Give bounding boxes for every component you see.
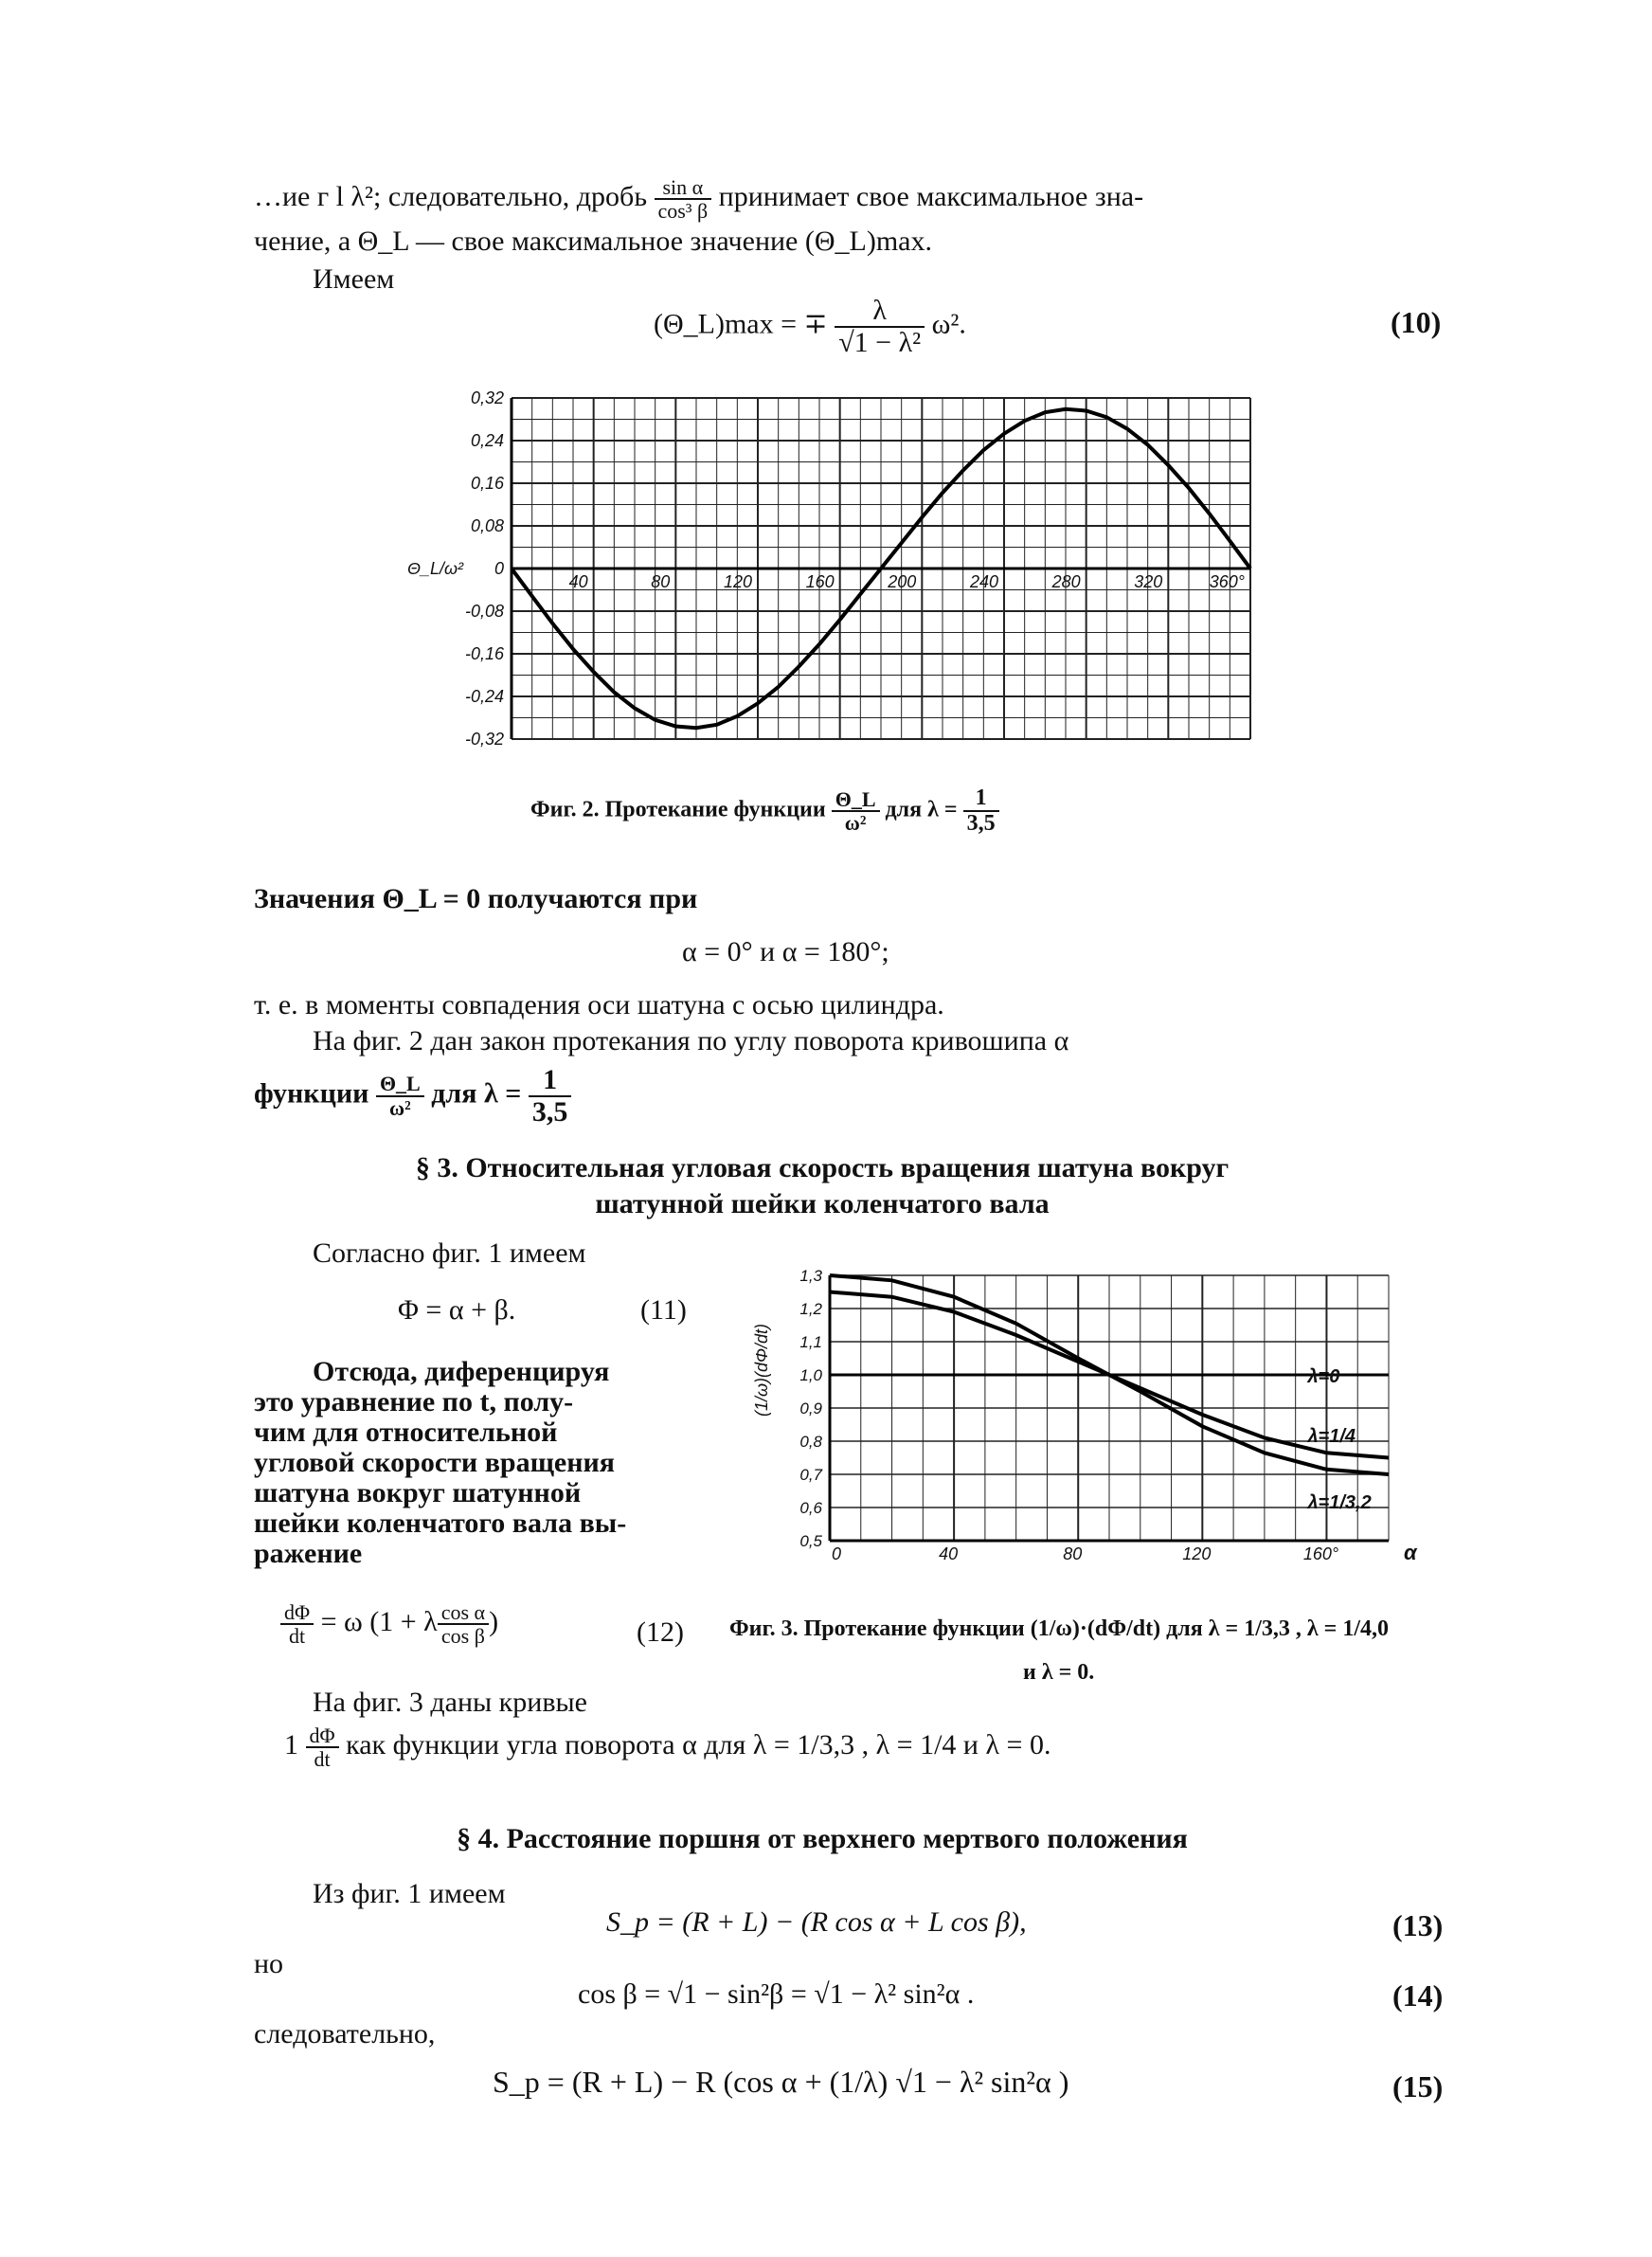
zero-line-4-value [529, 1065, 572, 1127]
y-tick-label: 0,8 [799, 1433, 822, 1451]
eq12-frac [438, 1601, 489, 1647]
zero-line-4-val-num: 1 [529, 1065, 572, 1097]
y-tick-label: 0,6 [799, 1499, 822, 1517]
zero-line-4-start: функции [254, 1077, 369, 1110]
zero-line-3: На фиг. 2 дан закон протекания по углу поворота кривошипа α [313, 1025, 1069, 1056]
x-tick-label: 160° [1302, 1544, 1339, 1563]
y-tick-label: 0,9 [799, 1399, 822, 1417]
equation-12-number: (12) [637, 1616, 684, 1648]
section-4-title: § 4. Расстояние поршня от верхнего мертвого положения [457, 1823, 1188, 1854]
section-3-after-1: На фиг. 3 даны кривые [313, 1687, 587, 1718]
top-line-1-start: …ие г l λ²; следовательно, дробь [254, 180, 648, 212]
x-tick-label: 0 [832, 1544, 842, 1563]
eq10-den: √1 − λ² [838, 326, 922, 358]
eq12-mid: = ω (1 + λ [320, 1605, 438, 1637]
equation-10-number: (10) [1391, 305, 1442, 339]
y-tick-label: 0,24 [470, 431, 504, 450]
fig2-caption-start: Фиг. 2. Протекание функции [530, 797, 826, 822]
x-tick-label: 40 [568, 572, 588, 591]
equation-13-number: (13) [1392, 1908, 1444, 1942]
x-tick-label: 120 [723, 572, 752, 591]
top-line-2: чение, а Θ_L — свое максимальное значение (Θ_L)max. [254, 226, 932, 257]
figure-3-caption-line-1: Фиг. 3. Протекание функции (1/ω)·(dΦ/dt) для λ = 1/3,3 , λ = 1/4,0 [729, 1616, 1389, 1641]
zero-line-4-frac-den: ω² [388, 1095, 411, 1120]
fig2-caption-mid: для λ = [885, 797, 958, 822]
eq12-end: ) [489, 1605, 499, 1637]
figure-2-chart [388, 388, 1298, 767]
x-tick-label: 320 [1134, 572, 1163, 591]
top-fraction-den: cos³ β [657, 199, 709, 224]
zero-line-4 [254, 1065, 571, 1127]
eq10-num: λ [835, 296, 925, 328]
zero-equation: α = 0° и α = 180°; [682, 936, 889, 967]
eq10-rhs: ω². [931, 308, 966, 340]
after2-frac [306, 1724, 339, 1770]
section-3-para-line: чим для относительной [254, 1417, 558, 1448]
y-tick-label: 0,7 [799, 1466, 822, 1484]
equation-15-number: (15) [1392, 2069, 1444, 2104]
x-tick-label: 160 [805, 572, 835, 591]
top-fraction-num: sin α [655, 176, 712, 200]
x-tick-label: 40 [939, 1544, 959, 1563]
fig2-caption-frac-num: Θ_L [832, 788, 880, 812]
eq10-lhs: (Θ_L)max = ∓ [654, 308, 828, 340]
y-tick-label: 1,2 [799, 1300, 822, 1318]
equation-12 [280, 1601, 498, 1647]
y-tick-label: -0,32 [464, 730, 504, 749]
after2-text: как функции угла поворота α для λ = 1/3,3 , λ = 1/4 и λ = 0. [346, 1728, 1051, 1760]
section-3-intro: Согласно фиг. 1 имеем [313, 1237, 586, 1269]
section-3-para-line: Отсюда, диференцируя [313, 1356, 610, 1387]
equation-11-number: (11) [640, 1294, 687, 1326]
zero-line-1: Значения Θ_L = 0 получаются при [254, 883, 698, 914]
x-tick-label: 80 [1063, 1544, 1083, 1563]
x-tick-label: 240 [969, 572, 998, 591]
section-4-no: но [254, 1948, 284, 1979]
equation-10 [654, 296, 966, 357]
curve-label: λ=1/4 [1307, 1426, 1356, 1447]
curve-label: λ=1/3,2 [1307, 1492, 1372, 1513]
y-tick-label: 0,5 [799, 1532, 822, 1550]
section-3-para-line: ражение [254, 1538, 363, 1569]
y-tick-label: -0,16 [464, 644, 504, 663]
x-tick-label: 120 [1182, 1544, 1212, 1563]
figure-3-chart [739, 1256, 1430, 1579]
top-line-1 [254, 176, 1143, 222]
section-3-paragraph [254, 1357, 626, 1569]
top-line-1-end: принимает свое максимальное зна- [718, 180, 1144, 212]
fig2-caption-frac-den: ω² [844, 811, 867, 836]
y-tick-label: 0,08 [470, 516, 504, 535]
eq12-lhs-num: dΦ [280, 1601, 314, 1625]
fig2-caption-fraction [832, 788, 880, 834]
section-4-sled: следовательно, [254, 2018, 436, 2049]
section-3-title-line-2: шатунной шейки коленчатого вала [595, 1188, 1050, 1219]
after2-frac-num: dΦ [306, 1724, 339, 1748]
figure-2-caption [530, 786, 999, 836]
section-4-intro: Из фиг. 1 имеем [313, 1878, 506, 1909]
zero-line-2: т. е. в моменты совпадения оси шатуна с осью цилиндра. [254, 989, 944, 1020]
fig2-caption-val-num: 1 [963, 786, 999, 812]
section-3-para-line: это уравнение по t, полу- [254, 1386, 574, 1417]
zero-line-4-frac-num: Θ_L [376, 1073, 424, 1096]
equation-11: Φ = α + β. [398, 1294, 516, 1326]
y-tick-label: -0,08 [464, 602, 504, 621]
eq12-frac-num: cos α [438, 1601, 489, 1625]
figure-3-caption-line-2: и λ = 0. [1023, 1660, 1095, 1685]
y-axis-label: Θ_L/ω² [407, 559, 464, 578]
section-3-para-line: шейки коленчатого вала вы- [254, 1508, 627, 1539]
zero-line-4-val-den: 3,5 [531, 1095, 568, 1128]
eq12-lhs [280, 1601, 314, 1647]
y-tick-label: 1,3 [799, 1267, 822, 1285]
equation-14-number: (14) [1392, 1978, 1444, 2013]
x-tick-label: 280 [1051, 572, 1081, 591]
equation-13: S_p = (R + L) − (R cos α + L cos β), [606, 1906, 1027, 1938]
y-tick-label: 0,32 [470, 388, 504, 407]
after2-pre: 1 [284, 1728, 298, 1760]
after2-frac-den: dt [314, 1747, 331, 1772]
y-tick-label: 1,1 [799, 1333, 822, 1351]
zero-line-4-frac [376, 1073, 424, 1118]
y-axis-label: (1/ω)(dΦ/dt) [752, 1323, 771, 1417]
x-tick-label: 80 [651, 572, 671, 591]
section-3-title-line-1: § 3. Относительная угловая скорость вращения шатуна вокруг [415, 1152, 1230, 1183]
y-tick-label: 0 [494, 559, 504, 578]
eq12-lhs-den: dt [288, 1624, 306, 1649]
zero-line-4-mid: для λ = [431, 1077, 522, 1110]
fig2-caption-val-den: 3,5 [966, 811, 996, 837]
y-tick-label: 0,16 [470, 474, 504, 493]
section-3-para-line: угловой скорости вращения [254, 1447, 616, 1478]
top-fraction [655, 176, 712, 222]
equation-14: cos β = √1 − sin²β = √1 − λ² sin²α . [578, 1978, 975, 2010]
top-line-3: Имеем [313, 263, 395, 295]
eq10-fraction [835, 296, 925, 357]
y-tick-label: 1,0 [799, 1366, 822, 1384]
x-axis-label: α [1404, 1541, 1417, 1564]
curve-label: λ=0 [1307, 1366, 1340, 1387]
y-tick-label: -0,24 [464, 687, 504, 706]
x-tick-label: 360° [1209, 572, 1245, 591]
eq12-frac-den: cos β [440, 1624, 485, 1649]
x-tick-label: 200 [888, 572, 917, 591]
section-3-para-line: шатуна вокруг шатунной [254, 1477, 582, 1508]
equation-15: S_p = (R + L) − R (cos α + (1/λ) √1 − λ² sin²α ) [493, 2065, 1069, 2099]
fig2-caption-value [963, 786, 999, 836]
section-3-after-2 [284, 1724, 1050, 1770]
